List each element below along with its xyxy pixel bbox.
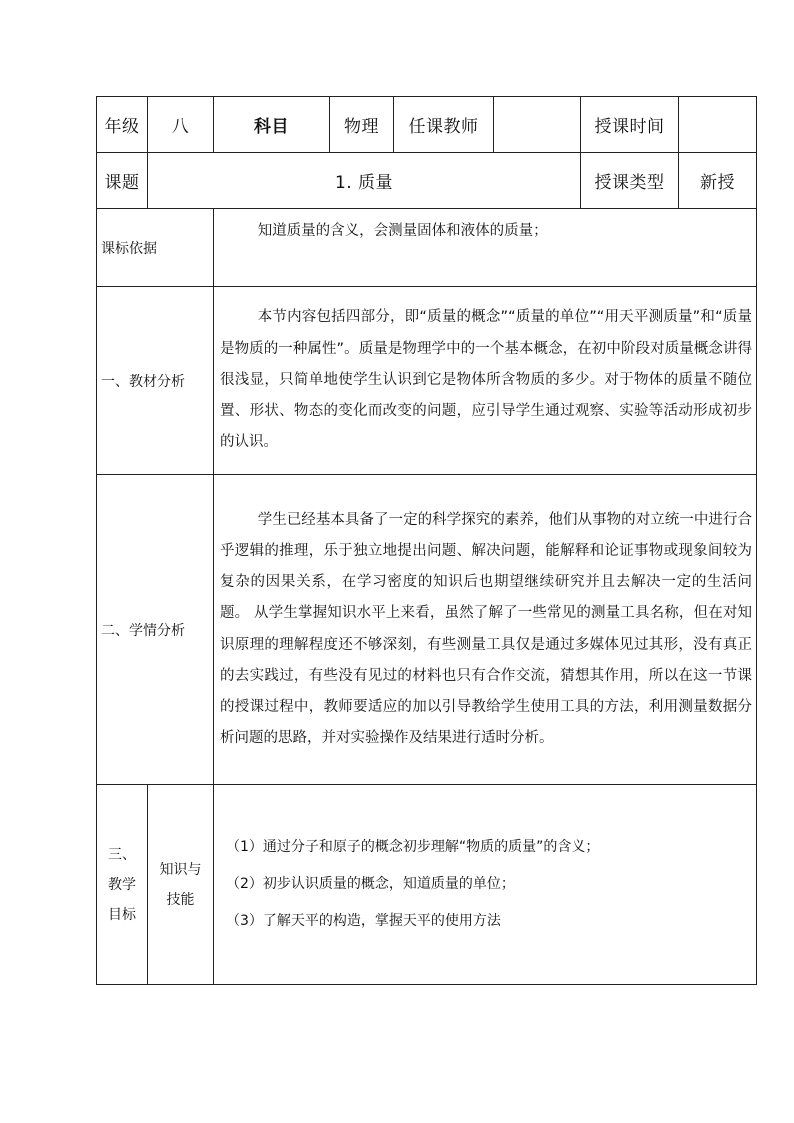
topic-label: 课题 [97,153,148,209]
student-analysis-label: 二、学情分析 [97,475,214,785]
material-analysis-text: 本节内容包括四部分，即“质量的概念”“质量的单位”“用天平测质量”和“质量是物质的一种属性”。质量是物理学中的一个基本概念，在初中阶段对质量概念讲得很浅显，只简单地使学生认识到它是物体所含物质的多少。对于物体的质量不随位置、形状、物态的变化而改变的问题，应引导学生通过观察、实验等活动形成初步的认识。 [214,287,757,475]
time-label: 授课时间 [581,97,679,153]
teaching-goals-label-line-3: 目标 [108,906,136,923]
teaching-goals-label-line-2: 教学 [108,876,136,893]
time-value [679,97,757,153]
goal-item-1: （1）通过分子和原子的概念初步理解“物质的质量”的含义； [226,839,600,855]
teaching-goals-row [97,785,757,985]
teacher-label: 任课教师 [394,97,494,153]
student-analysis-row [97,475,757,785]
type-label: 授课类型 [581,153,679,209]
knowledge-skills-label-line-1: 知识与 [159,861,202,878]
grade-value: 八 [148,97,214,153]
lesson-plan-table [96,96,757,985]
knowledge-skills-label [148,785,214,985]
teacher-value [494,97,581,153]
lesson-plan-page [96,96,752,983]
goal-item-3: （3）了解天平的构造，掌握天平的使用方法 [226,913,501,929]
teaching-goals-label-line-1: 三、 [108,846,136,863]
goal-item-2: （2）初步认识质量的概念，知道质量的单位； [226,876,515,892]
standard-label: 课标依据 [97,209,214,287]
header-row-2 [97,153,757,209]
subject-value: 物理 [330,97,394,153]
topic-value: 1. 质量 [148,153,581,209]
standard-row [97,209,757,287]
standard-text: 知道质量的含义，会测量固体和液体的质量； [214,209,757,287]
teaching-goals-list [214,785,757,985]
material-analysis-row [97,287,757,475]
grade-label: 年级 [97,97,148,153]
header-row-1 [97,97,757,153]
student-analysis-text: 学生已经基本具备了一定的科学探究的素养，他们从事物的对立统一中进行合乎逻辑的推理，乐于独立地提出问题、解决问题，能解释和论证事物或现象间较为复杂的因果关系，在学习密度的知识后也期望继续研究并且去解决一定的生活问题。 从学生掌握知识水平上来看，虽然了解了一些常见的测量工具名称，但在对知识原理的理解程度还不够深刻，有些测量工具仅是通过多媒体见过其形，没有真正的去实践过，有些没有见过的材料也只有合作交流，猜想其作用，所以在这一节课的授课过程中，教师要适应的加以引导教给学生使用工具的方法，利用测量数据分析问题的思路，并对实验操作及结果进行适时分析。 [214,475,757,785]
type-value: 新授 [679,153,757,209]
subject-label: 科目 [214,97,330,153]
material-analysis-label: 一、教材分析 [97,287,214,475]
teaching-goals-label [97,785,148,985]
knowledge-skills-label-line-2: 技能 [166,891,195,908]
